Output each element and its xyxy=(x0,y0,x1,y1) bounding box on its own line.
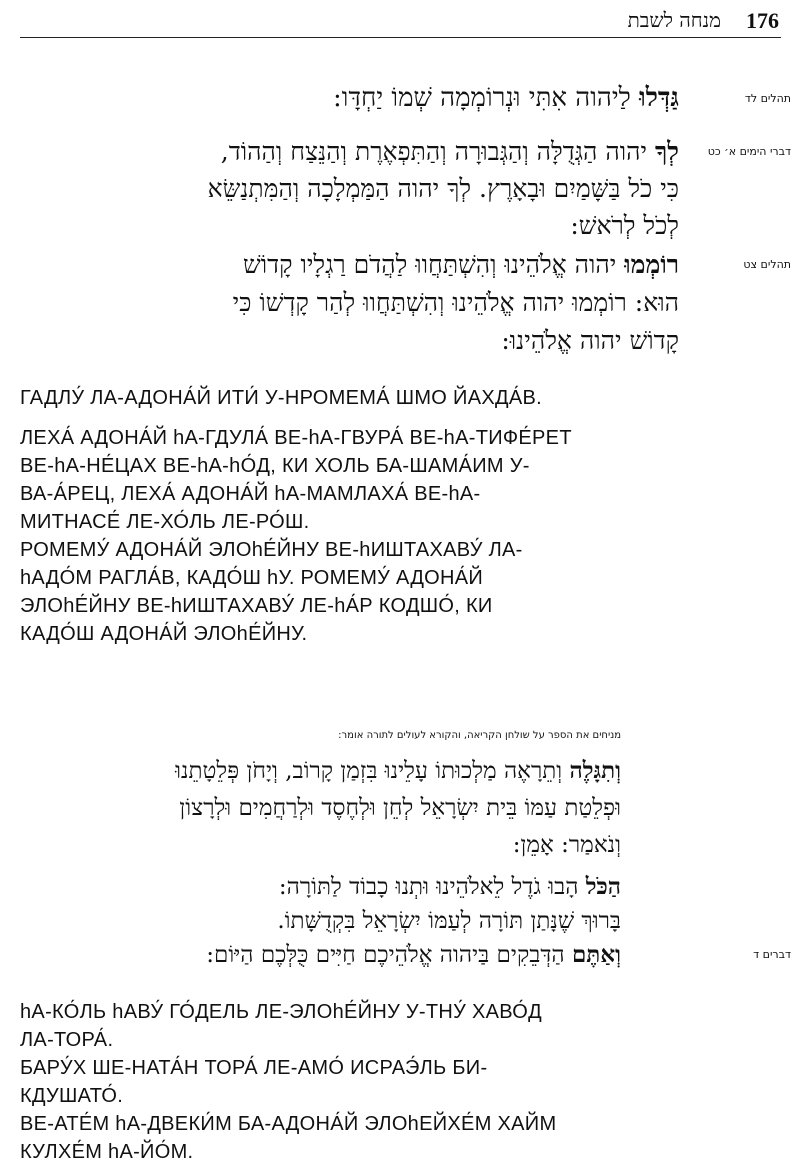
translit-line: ВЕ-hА-НЕ́ЦАХ ВЕ-hА-hО́Д, КИ ХОЛЬ БА-ШАМА́ИМ У- xyxy=(20,455,530,477)
translit-line: КУЛХЕ́М hА-ЙО́М. xyxy=(20,1141,194,1163)
verse-reference: דברי הימים א׳ כט xyxy=(707,145,791,158)
verse-line: גַּדְּלוּ לַיהוה אִתִּי וּנְרוֹמְמָה שְׁמוֹ יַחְדָּו: xyxy=(333,83,679,113)
verse-lead-word: וְתִגָּלֶה xyxy=(569,757,621,784)
hebrew-verse xyxy=(208,133,679,244)
verse-line: לְכֹל לְרֹאשׁ: xyxy=(570,211,679,240)
page-number: 176 xyxy=(746,8,779,33)
verse-line: קָדוֹשׁ יהוה אֱלֹהֵינוּ: xyxy=(501,326,679,355)
translit-line: hАДО́М РАГЛА́В, КАДО́Ш hУ. РОМЕМУ́ АДОНА́Й xyxy=(20,567,484,589)
translit-line: БАРУ́Х ШЕ-НАТА́Н ТОРА́ ЛЕ-АМО́ ИСРАЭ́ЛЬ БИ- xyxy=(20,1057,488,1079)
translit-line: КДУШАТО́. xyxy=(20,1085,124,1107)
running-title: מנחה לשבת xyxy=(627,8,721,32)
verse-line: בָּרוּךְ שֶׁנָּתַן תּוֹרָה לְעַמּוֹ יִשְׂרָאֵל בִּקְדֻשָּׁתוֹ. xyxy=(277,908,621,934)
translit-line: ГАДЛУ́ ЛА-АДОНА́Й ИТИ́ У-НРОМЕМА́ ШМО ЙАХДА́В. xyxy=(20,387,542,409)
verse-reference: תהלים צט xyxy=(743,258,791,271)
hebrew-verse xyxy=(233,246,679,360)
verse-lead-word: וְאַתֶּם xyxy=(571,941,621,968)
hebrew-verses xyxy=(206,870,621,972)
transliteration-block xyxy=(20,384,620,648)
verse-reference: דברים ד xyxy=(753,948,791,961)
header-rule xyxy=(20,37,781,38)
verse-line: הַכֹּל הָבוּ גֹדֶל לֵאלֹהֵינוּ וּתְנוּ כָבוֹד לַתּוֹרָה: xyxy=(278,873,621,900)
translit-line: КАДО́Ш АДОНА́Й ЭЛОhЕ́ЙНУ. xyxy=(20,623,308,645)
translit-gap xyxy=(20,412,620,424)
translit-line: ЛА-ТОРА́. xyxy=(20,1029,114,1051)
translit-line: МИТНАСЕ́ ЛЕ-ХО́ЛЬ ЛЕ-РО́Ш. xyxy=(20,511,310,533)
verse-line: וְאַתֶּם הַדְּבֵקִים בַּיהוה אֱלֹהֵיכֶם חַיִּים כֻּלְּכֶם הַיּוֹם: xyxy=(206,941,621,968)
verse-lead-word: גַּדְּלוּ xyxy=(639,83,679,113)
verse-line: רוֹמְמוּ יהוה אֱלֹהֵינוּ וְהִשְׁתַּחֲווּ לַהֲדֹם רַגְלָיו קָדוֹשׁ xyxy=(243,250,679,279)
verse-line: וְתִגָּלֶה וְתֵרָאֶה מַלְכוּתוֹ עָלֵינוּ בִּזְמַן קָרוֹב, וְיָחֹן פְּלֵטָתֵנוּ xyxy=(175,757,621,784)
verse-line: וְנֹאמַר: אָמֵן: xyxy=(512,832,621,858)
translit-line: ВА-А́РЕЦ, ЛЕХА́ АДОНА́Й hА-МАМЛАХА́ ВЕ-hА- xyxy=(20,483,481,505)
translit-line: ЛЕХА́ АДОНА́Й hА-ГДУЛА́ ВЕ-hА-ГВУРА́ ВЕ-hА-ТИФЕ́РЕТ xyxy=(20,427,572,449)
page-header xyxy=(0,0,801,40)
verse-line: לְךָ יהוה הַגְּדֻלָּה וְהַגְּבוּרָה וְהַתִּפְאֶרֶת וְהַנֵּצַח וְהַהוֹד, xyxy=(220,137,679,166)
verse-lead-word: הַכֹּל xyxy=(585,873,621,900)
transliteration-block xyxy=(20,998,620,1166)
verse-line: וּפְלֵטַת עַמּוֹ בֵּית יִשְׂרָאֵל לְחֵן וּלְחֶסֶד וּלְרַחֲמִים וּלְרָצוֹן xyxy=(179,795,621,821)
verse-lead-word: לְךָ xyxy=(655,137,679,166)
verse-reference: תהלים לד xyxy=(744,92,791,105)
liturgical-instruction: מניחים את הספר על שולחן הקריאה, והקורא לעולים לתורה אומר: xyxy=(338,730,621,741)
verse-lead-word: רוֹמְמוּ xyxy=(624,250,679,279)
verse-line: כִּי כֹל בַּשָּׁמַיִם וּבָאָרֶץ. לְךָ יהוה הַמַּמְלָכָה וְהַמִּתְנַשֵּׂא xyxy=(207,174,679,203)
verse-line: הוּא: רוֹמְמוּ יהוה אֱלֹהֵינוּ וְהִשְׁתַּחֲווּ לְהַר קָדְשׁוֹ כִּי xyxy=(232,288,679,317)
translit-line: РОМЕМУ́ АДОНА́Й ЭЛОhЕ́ЙНУ ВЕ-hИШТАХАВУ́ ЛА- xyxy=(20,539,523,561)
translit-line: ЭЛОhЕ́ЙНУ ВЕ-hИШТАХАВУ́ ЛЕ-hА́Р КОДШО́, КИ xyxy=(20,595,493,617)
translit-line: ВЕ-АТЕ́М hА-ДВЕКИ́М БА-АДОНА́Й ЭЛОhЕЙХЕ́М ХАЙМ xyxy=(20,1113,557,1135)
hebrew-paragraph xyxy=(175,752,621,864)
hebrew-verse xyxy=(333,80,679,116)
translit-line: hА-КО́ЛЬ hАВУ́ ГО́ДЕЛЬ ЛЕ-ЭЛОhЕ́ЙНУ У-ТНУ́ ХАВО́Д xyxy=(20,1001,542,1023)
